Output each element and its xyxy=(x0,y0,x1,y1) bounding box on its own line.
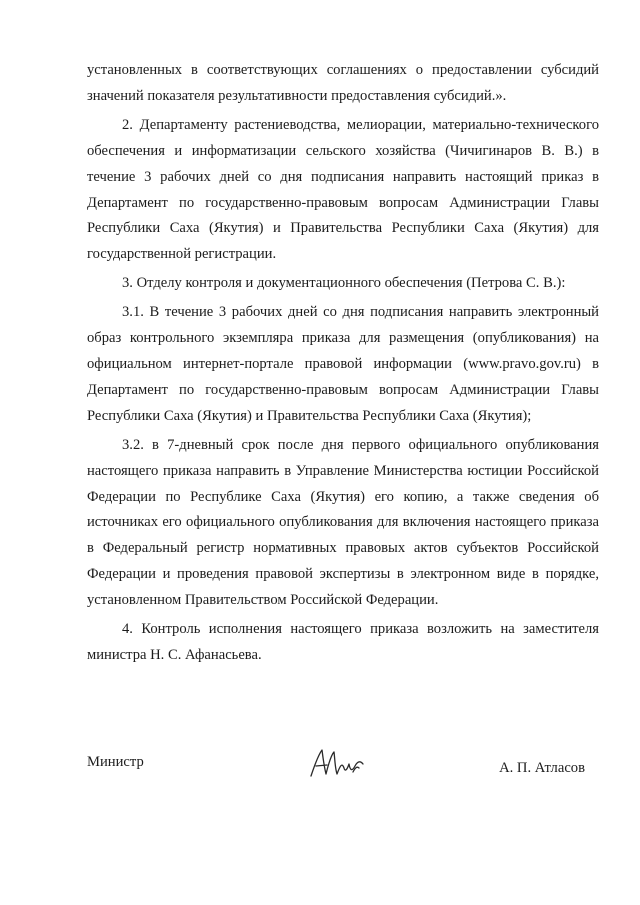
signature-block xyxy=(87,752,599,792)
paragraph-item-4: 4. Контроль исполнения настоящего приказа возложить на заместителя министра Н. С. Афанасьева. xyxy=(87,621,599,663)
paragraph-item-3: 3. Отделу контроля и документационного обеспечения (Петрова С. В.): xyxy=(122,275,566,292)
document-body xyxy=(87,58,599,672)
signatory-name: А. П. Атласов xyxy=(499,760,585,776)
paragraph-item-3-2: 3.2. в 7-дневный срок после дня первого официального опубликования настоящего приказа направить в Управление Министерства юстиции Российской Федерации по Республике Саха (Якутия) его копию, а также сведения об источниках его официального опубликования для включения настоящего приказа в Федеральный регистр нормативных правовых актов субъектов Российской Федерации и проведения правовой экспертизы в электронном виде в порядке, установленном Правительством Российской Федерации. xyxy=(87,436,599,609)
paragraph-item-3-1: 3.1. В течение 3 рабочих дней со дня подписания направить электронный образ контрольного экземпляра приказа для размещения (опубликования) на официальном интернет-портале правовой информации (www.pravo.gov.ru) в Департамент по государственно-правовым вопросам Администрации Главы Республики Саха (Якутия) и Правительства Республики Саха (Якутия); xyxy=(87,304,599,424)
paragraph-continuation: установленных в соответствующих соглашениях о предоставлении субсидий значений показателя результативности предоставления субсидий.». xyxy=(87,62,599,104)
handwritten-signature xyxy=(307,746,367,784)
signatory-title: Министр xyxy=(87,754,144,770)
paragraph-item-2: 2. Департаменту растениеводства, мелиорации, материально-технического обеспечения и информатизации сельского хозяйства (Чичигинаров В. В.) в течение 3 рабочих дней со дня подписания направить настоящий приказ в Департамент по государственно-правовым вопросам Администрации Главы Республики Саха (Якутия) и Правительства Республики Саха (Якутия) для государственной регистрации. xyxy=(87,116,599,263)
